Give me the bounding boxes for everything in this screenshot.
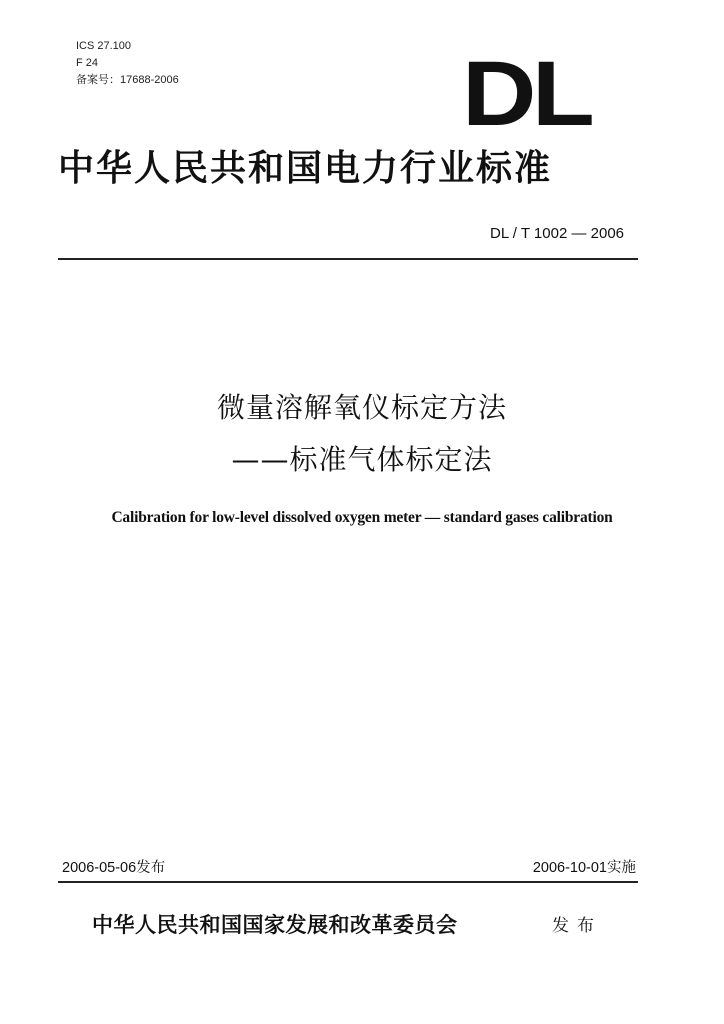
- classification-code: F 24: [76, 57, 99, 69]
- document-title-en: Calibration for low-level dissolved oxygen meter — standard gases calibration: [111, 509, 613, 526]
- top-divider: [58, 258, 638, 260]
- issue-date: 2006-05-06发布: [62, 860, 166, 876]
- bottom-divider: [58, 881, 638, 883]
- publisher-name: 中华人民共和国国家发展和改革委员会: [92, 912, 458, 937]
- publish-label: 发布: [552, 916, 602, 936]
- authority-title: 中华人民共和国电力行业标准: [58, 147, 553, 189]
- dl-logo: DL: [462, 43, 591, 145]
- implementation-date: 2006-10-01实施: [532, 860, 636, 876]
- document-subtitle-cn: ——标准气体标定法: [231, 443, 493, 476]
- standard-number: DL / T 1002 — 2006: [490, 225, 624, 242]
- standard-metadata: [76, 38, 179, 89]
- record-number: 备案号：17688-2006: [76, 74, 179, 86]
- document-title-cn: 微量溶解氧仪标定方法: [216, 391, 507, 424]
- ics-code: ICS 27.100: [76, 40, 132, 52]
